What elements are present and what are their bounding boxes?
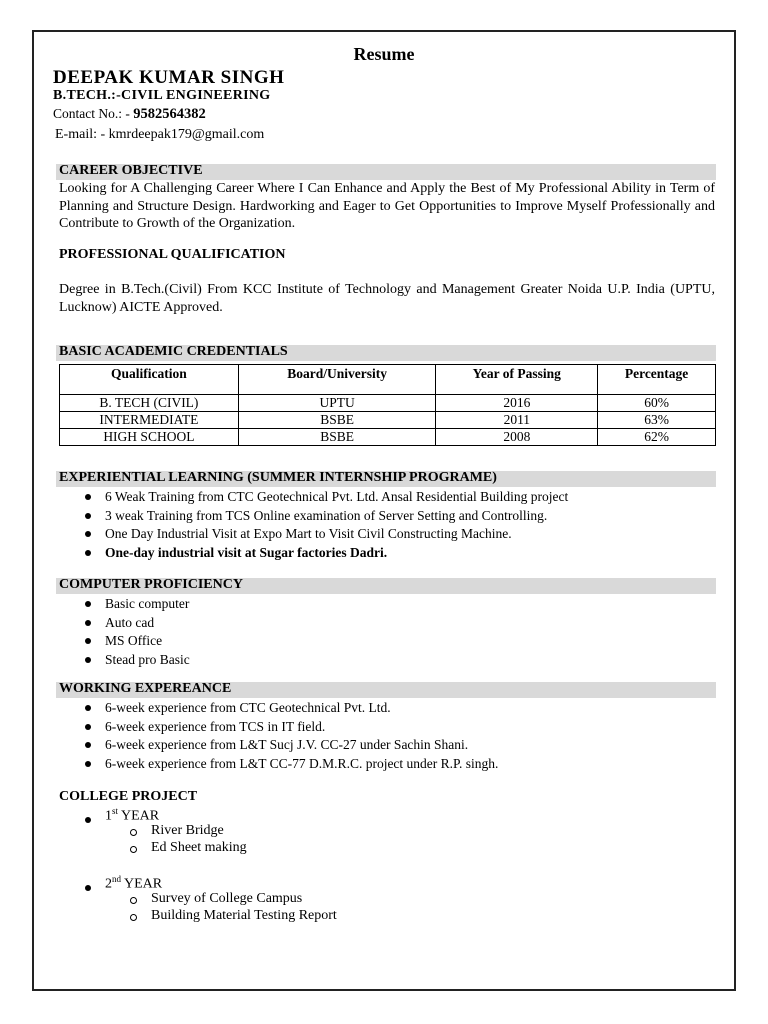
table-cell: B. TECH (CIVIL) <box>60 395 239 412</box>
list-item <box>59 632 190 651</box>
bullet-icon <box>85 494 91 500</box>
academic-heading <box>59 344 288 360</box>
bullet-icon <box>85 531 91 537</box>
year2-text: YEAR <box>121 876 163 892</box>
list-item-text: 3 weak Training from TCS Online examination of Server Setting and Controlling. <box>105 507 548 523</box>
table-cell: INTERMEDIATE <box>60 412 239 429</box>
bullet-icon <box>85 705 91 711</box>
table-row <box>60 429 716 446</box>
email-line: E-mail: - kmrdeepak179@gmail.com <box>55 127 265 142</box>
circle-bullet-icon <box>130 846 137 853</box>
circle-bullet-icon <box>130 897 137 904</box>
list-item <box>59 544 568 563</box>
table-header-cell: Board/University <box>238 365 436 395</box>
professional-qualification-heading: PROFESSIONAL QUALIFICATION <box>59 247 286 262</box>
year1-item: River Bridge <box>151 823 224 838</box>
list-item <box>59 755 498 774</box>
table-cell: 62% <box>598 429 716 446</box>
list-item-text: Basic computer <box>105 596 190 611</box>
list-item-text: 6-week experience from TCS in IT field. <box>105 718 326 734</box>
working-heading: WORKING EXPEREANCE <box>59 681 232 696</box>
table-cell: BSBE <box>238 429 436 446</box>
career-objective-text: Looking for A Challenging Career Where I Can Enhance and Apply the Best of My Professional Ability in Term of Planning and Structure Design. Hardworking and Eager to Get Opportunities to Improve Myself Professionally and Contribute to Growth of the Organization. <box>59 181 715 231</box>
list-item <box>59 718 498 737</box>
table-cell: 2008 <box>436 429 598 446</box>
table-cell: BSBE <box>238 412 436 429</box>
bullet-icon <box>85 880 91 896</box>
table-cell: 2011 <box>436 412 598 429</box>
year2-item: Building Material Testing Report <box>151 908 337 923</box>
list-item <box>59 507 568 526</box>
table-row <box>60 412 716 429</box>
list-item <box>59 651 190 670</box>
table-cell: UPTU <box>238 395 436 412</box>
table-row <box>60 395 716 412</box>
career-objective-heading: CAREER OBJECTIVE <box>59 163 203 178</box>
bullet-icon <box>85 724 91 730</box>
bullet-icon <box>85 601 91 607</box>
experiential-heading: EXPERIENTIAL LEARNING (SUMMER INTERNSHIP PROGRAME) <box>59 470 497 485</box>
list-item-text: 6-week experience from CTC Geotechnical Pvt. Ltd. <box>105 700 391 715</box>
circle-bullet-icon <box>130 829 137 836</box>
candidate-name: DEEPAK KUMAR SINGH <box>53 67 285 88</box>
academic-table <box>59 364 716 446</box>
resume-title: Resume <box>353 44 415 64</box>
year2-item: Survey of College Campus <box>151 891 303 906</box>
list-item <box>59 595 190 614</box>
experiential-list <box>59 488 568 562</box>
list-item-text: 6-week experience from L&T CC-77 D.M.R.C. project under R.P. singh. <box>105 755 499 771</box>
list-item <box>59 525 568 544</box>
list-item <box>59 699 498 718</box>
bullet-icon <box>85 513 91 519</box>
table-header-cell: Year of Passing <box>436 365 598 395</box>
list-item-text: Auto cad <box>105 614 155 630</box>
list-item <box>59 736 498 755</box>
year1-num: 1 <box>105 808 112 824</box>
professional-qualification-text: Degree in B.Tech.(Civil) From KCC Institute of Technology and Management Greater Noida U.P. India (UPTU, Lucknow) AICTE Approved. <box>59 282 715 315</box>
list-item <box>59 488 568 507</box>
contact-line <box>53 106 206 123</box>
year2-sup: nd <box>112 874 121 884</box>
bullet-icon <box>85 657 91 663</box>
table-cell: 60% <box>598 395 716 412</box>
contact-number: 9582564382 <box>133 106 206 122</box>
table-header-row <box>60 365 716 395</box>
list-item <box>59 614 190 633</box>
table-header-cell: Qualification <box>60 365 239 395</box>
year1-item: Ed Sheet making <box>151 840 247 855</box>
list-item-text: One Day Industrial Visit at Expo Mart to Visit Civil Constructing Machine. <box>105 526 512 541</box>
year2-num: 2 <box>105 876 112 892</box>
contact-label: Contact No.: - <box>53 106 134 121</box>
year1-sup: st <box>112 806 119 816</box>
candidate-degree: B.TECH.:-CIVIL ENGINEERING <box>53 88 271 103</box>
list-item-text: 6 Weak Training from CTC Geotechnical Pvt. Ltd. Ansal Residential Building project <box>105 489 569 504</box>
bullet-icon <box>85 742 91 748</box>
bullet-icon <box>85 620 91 626</box>
academic-heading-text: BASIC ACADEMIC CREDENTIALS <box>59 344 288 359</box>
year1-label <box>105 806 159 825</box>
table-header-cell: Percentage <box>598 365 716 395</box>
year1-text: YEAR <box>118 808 160 824</box>
list-item-text: MS Office <box>105 633 163 648</box>
list-item-text: Stead pro Basic <box>105 651 190 667</box>
year2-label <box>105 874 162 893</box>
table-cell: 63% <box>598 412 716 429</box>
bullet-icon <box>85 812 91 828</box>
list-item-text: 6-week experience from L&T Sucj J.V. CC-27 under Sachin Shani. <box>105 737 469 752</box>
table-cell: 2016 <box>436 395 598 412</box>
computer-list <box>59 595 190 669</box>
bullet-icon <box>85 761 91 767</box>
circle-bullet-icon <box>130 914 137 921</box>
computer-heading: COMPUTER PROFICIENCY <box>59 577 243 592</box>
working-list <box>59 699 498 773</box>
bullet-icon <box>85 638 91 644</box>
college-project-heading: COLLEGE PROJECT <box>59 789 198 804</box>
bullet-icon <box>85 550 91 556</box>
list-item-text: One-day industrial visit at Sugar factories Dadri. <box>105 544 388 560</box>
table-cell: HIGH SCHOOL <box>60 429 239 446</box>
